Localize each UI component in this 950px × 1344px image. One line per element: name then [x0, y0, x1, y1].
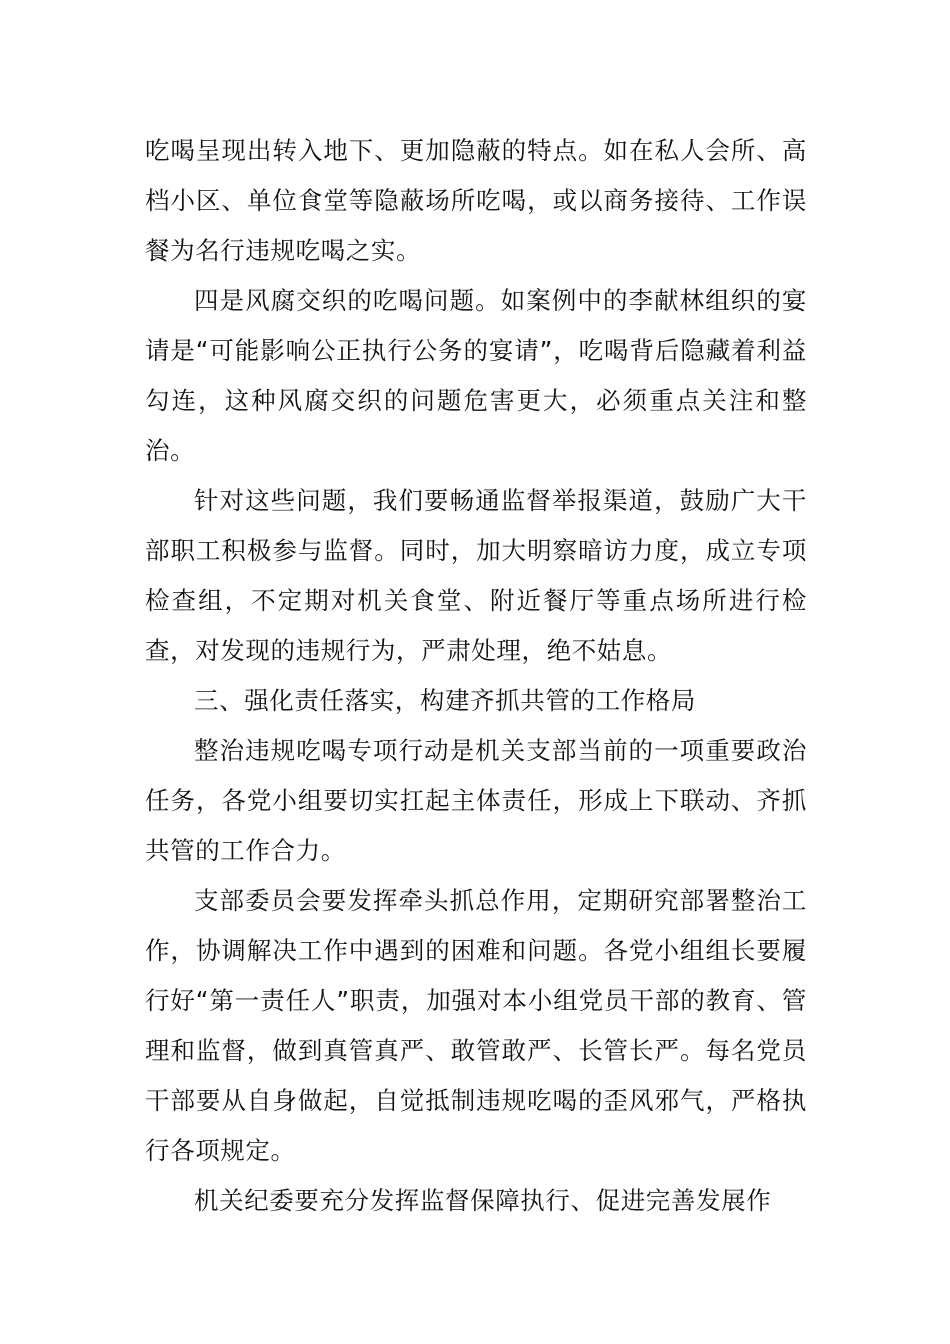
- section-heading-three: 三、强化责任落实，构建齐抓共管的工作格局: [194, 686, 696, 715]
- paragraph-continued: 吃喝呈现出转入地下、更加隐蔽的特点。如在私人会所、高档小区、单位食堂等隐蔽场所吃喝，或以商务接待、工作误餐为名行违规吃喝之实。: [145, 136, 807, 265]
- document-body: [145, 126, 807, 1226]
- paragraph-discipline-committee: 机关纪委要充分发挥监督保障执行、促进完善发展作: [194, 1186, 772, 1215]
- paragraph-supervision: 针对这些问题，我们要畅通监督举报渠道，鼓励广大干部职工积极参与监督。同时，加大明察暗访力度，成立专项检查组，不定期对机关食堂、附近餐厅等重点场所进行检查，对发现的违规行为，严肃处理，绝不姑息。: [145, 486, 807, 665]
- paragraph-branch-committee: 支部委员会要发挥牵头抓总作用，定期研究部署整治工作，协调解决工作中遇到的困难和问题。各党小组组长要履行好“第一责任人”职责，加强对本小组党员干部的教育、管理和监督，做到真管真严、敢管敢严、长管长严。每名党员干部要从自身做起，自觉抵制违规吃喝的歪风邪气，严格执行各项规定。: [145, 886, 807, 1165]
- paragraph-special-action: 整治违规吃喝专项行动是机关支部当前的一项重要政治任务，各党小组要切实扛起主体责任，形成上下联动、齐抓共管的工作合力。: [145, 736, 807, 865]
- paragraph-point-four: 四是风腐交织的吃喝问题。如案例中的李献林组织的宴请是“可能影响公正执行公务的宴请”，吃喝背后隐藏着利益勾连，这种风腐交织的问题危害更大，必须重点关注和整治。: [145, 286, 807, 465]
